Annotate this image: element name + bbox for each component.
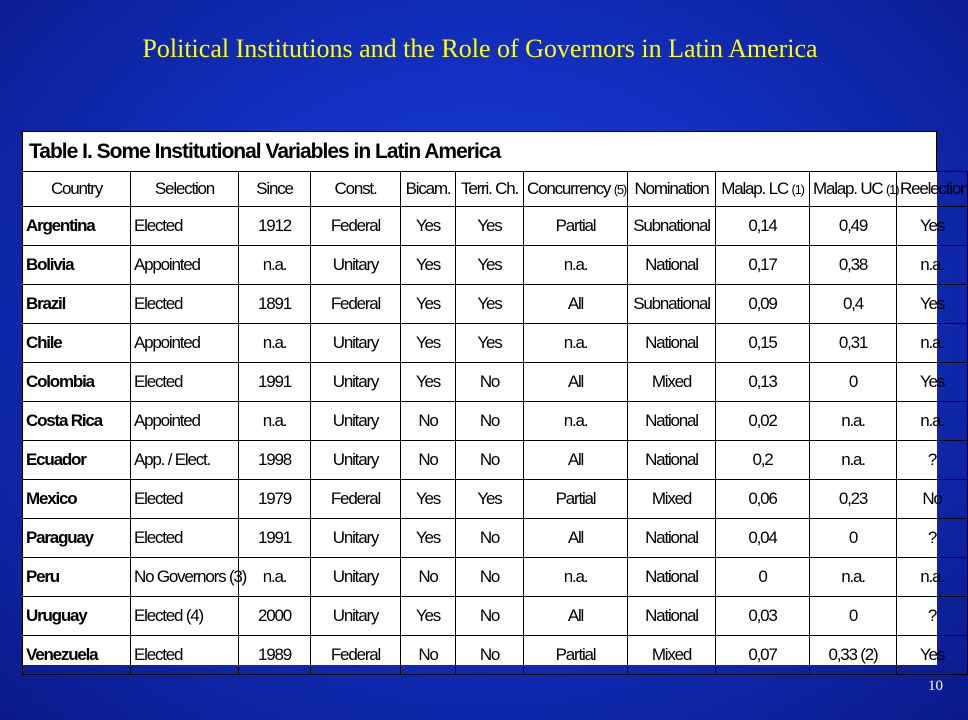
- table-cell: 0,14: [716, 207, 810, 246]
- table-cell: Yes: [897, 285, 968, 324]
- table-cell: No: [897, 480, 968, 519]
- table-cell: 1891: [239, 285, 311, 324]
- table-cell: No: [456, 441, 524, 480]
- column-header-label: Selection: [154, 179, 215, 198]
- table-cell: Elected: [131, 207, 239, 246]
- table-row: [23, 519, 968, 558]
- country-cell: Bolivia: [23, 246, 131, 285]
- column-header: [401, 172, 456, 207]
- table-cell: ?: [897, 519, 968, 558]
- column-header: [897, 172, 968, 207]
- table-cell: 0: [810, 597, 897, 636]
- table-cell: Elected: [131, 636, 239, 675]
- table-cell: Yes: [456, 480, 524, 519]
- table-cell: 0,49: [810, 207, 897, 246]
- table-cell: 0,2: [716, 441, 810, 480]
- table-cell: Unitary: [311, 246, 401, 285]
- table-cell: Partial: [524, 480, 628, 519]
- table-cell: 0,09: [716, 285, 810, 324]
- column-header: [524, 172, 628, 207]
- table-row: [23, 246, 968, 285]
- column-header: [239, 172, 311, 207]
- table-cell: Unitary: [311, 441, 401, 480]
- table-cell: 1989: [239, 636, 311, 675]
- table-cell: n.a.: [524, 246, 628, 285]
- header-row: [23, 172, 968, 207]
- column-header-label: Bicam.: [405, 179, 451, 198]
- country-cell: Colombia: [23, 363, 131, 402]
- table-cell: 1979: [239, 480, 311, 519]
- table-cell: Elected (4): [131, 597, 239, 636]
- table-cell: Yes: [401, 363, 456, 402]
- country-cell: Ecuador: [23, 441, 131, 480]
- column-header-label: Malap. UC: [813, 179, 883, 198]
- column-header: [131, 172, 239, 207]
- table-cell: Yes: [456, 324, 524, 363]
- country-cell: Brazil: [23, 285, 131, 324]
- table-cell: Yes: [897, 207, 968, 246]
- table-cell: 0,38: [810, 246, 897, 285]
- table-cell: n.a.: [239, 558, 311, 597]
- table-cell: App. / Elect.: [131, 441, 239, 480]
- table-cell: Appointed: [131, 324, 239, 363]
- table-cell: Elected: [131, 363, 239, 402]
- table-cell: 0,04: [716, 519, 810, 558]
- table-cell: Yes: [401, 207, 456, 246]
- table-cell: National: [628, 519, 716, 558]
- table-caption: Table I. Some Institutional Variables in Latin America: [22, 131, 937, 171]
- table-cell: National: [628, 597, 716, 636]
- table-cell: Yes: [401, 480, 456, 519]
- table-cell: National: [628, 324, 716, 363]
- table-cell: No: [401, 558, 456, 597]
- table-cell: No: [456, 363, 524, 402]
- table-cell: n.a.: [897, 324, 968, 363]
- table-cell: Unitary: [311, 597, 401, 636]
- column-header: [628, 172, 716, 207]
- table-cell: National: [628, 558, 716, 597]
- table-cell: No: [456, 402, 524, 441]
- column-header-note: (1): [791, 182, 804, 197]
- country-cell: Mexico: [23, 480, 131, 519]
- table-cell: Federal: [311, 285, 401, 324]
- slide-title: Political Institutions and the Role of Governors in Latin America: [142, 34, 818, 63]
- table-cell: Subnational: [628, 285, 716, 324]
- table-cell: Yes: [401, 324, 456, 363]
- table-cell: Yes: [897, 636, 968, 675]
- table-cell: 0: [810, 519, 897, 558]
- table-cell: Yes: [401, 246, 456, 285]
- table-cell: 0,23: [810, 480, 897, 519]
- table-cell: 0: [810, 363, 897, 402]
- table-cell: Elected: [131, 285, 239, 324]
- table-row: [23, 285, 968, 324]
- table-cell: National: [628, 402, 716, 441]
- table-cell: No: [401, 441, 456, 480]
- column-header-label: Nomination: [634, 179, 709, 198]
- table-cell: No: [401, 402, 456, 441]
- country-cell: Venezuela: [23, 636, 131, 675]
- table-cell: 0,31: [810, 324, 897, 363]
- institutions-table: [22, 171, 968, 675]
- table-cell: No Governors (3): [131, 558, 239, 597]
- country-cell: Chile: [23, 324, 131, 363]
- page-number: 10: [928, 678, 943, 694]
- table-cell: Unitary: [311, 363, 401, 402]
- table-cell: 0,02: [716, 402, 810, 441]
- column-header-label: Since: [256, 179, 293, 198]
- table-cell: No: [456, 636, 524, 675]
- table-cell: n.a.: [239, 324, 311, 363]
- column-header-label: Terri. Ch.: [461, 179, 518, 198]
- column-header: [311, 172, 401, 207]
- column-header-note: (5): [613, 182, 627, 197]
- table-cell: Yes: [897, 363, 968, 402]
- table-cell: Appointed: [131, 402, 239, 441]
- column-header-note: (1): [886, 182, 899, 197]
- table-cell: No: [456, 597, 524, 636]
- table-cell: National: [628, 441, 716, 480]
- table-cell: n.a.: [897, 558, 968, 597]
- table-cell: Yes: [456, 207, 524, 246]
- table-cell: n.a.: [897, 246, 968, 285]
- table-cell: Appointed: [131, 246, 239, 285]
- table-cell: n.a.: [239, 402, 311, 441]
- table-cell: Unitary: [311, 558, 401, 597]
- column-header: [23, 172, 131, 207]
- table-cell: Elected: [131, 480, 239, 519]
- country-cell: Paraguay: [23, 519, 131, 558]
- column-header-label: Malap. LC: [721, 179, 788, 198]
- table-cell: Partial: [524, 636, 628, 675]
- table-cell: n.a.: [897, 402, 968, 441]
- table-cell: n.a.: [810, 441, 897, 480]
- table-row: [23, 324, 968, 363]
- table-cell: 0,07: [716, 636, 810, 675]
- table-cell: Mixed: [628, 636, 716, 675]
- table-cell: ?: [897, 597, 968, 636]
- table-cell: Unitary: [311, 519, 401, 558]
- table-cell: 1998: [239, 441, 311, 480]
- table-row: [23, 363, 968, 402]
- table-cell: All: [524, 363, 628, 402]
- table-cell: 0,17: [716, 246, 810, 285]
- table-cell: No: [456, 558, 524, 597]
- column-header-label: Concurrency: [527, 179, 611, 198]
- table-row: [23, 636, 968, 675]
- table-row: [23, 558, 968, 597]
- table-cell: No: [401, 636, 456, 675]
- column-header-label: Country: [50, 179, 103, 198]
- table-cell: Yes: [401, 597, 456, 636]
- table-cell: Unitary: [311, 402, 401, 441]
- table-body: [23, 207, 968, 675]
- table-cell: 0: [716, 558, 810, 597]
- table-cell: All: [524, 519, 628, 558]
- table-cell: 0,13: [716, 363, 810, 402]
- table-cell: 0,06: [716, 480, 810, 519]
- country-cell: Uruguay: [23, 597, 131, 636]
- table-cell: Yes: [401, 285, 456, 324]
- table-cell: n.a.: [524, 558, 628, 597]
- institutions-table-container: [22, 131, 968, 665]
- table-cell: n.a.: [810, 402, 897, 441]
- table-cell: 0,15: [716, 324, 810, 363]
- country-cell: Argentina: [23, 207, 131, 246]
- table-cell: n.a.: [524, 402, 628, 441]
- table-cell: All: [524, 285, 628, 324]
- table-cell: Elected: [131, 519, 239, 558]
- table-cell: 0,03: [716, 597, 810, 636]
- table-cell: Yes: [401, 519, 456, 558]
- table-cell: 0,33 (2): [810, 636, 897, 675]
- country-cell: Costa Rica: [23, 402, 131, 441]
- table-cell: Mixed: [628, 363, 716, 402]
- table-cell: Federal: [311, 636, 401, 675]
- table-cell: Unitary: [311, 324, 401, 363]
- country-cell: Peru: [23, 558, 131, 597]
- column-header-label: Const.: [334, 179, 377, 198]
- table-row: [23, 480, 968, 519]
- table-cell: 0,4: [810, 285, 897, 324]
- table-cell: 1991: [239, 519, 311, 558]
- table-cell: 1912: [239, 207, 311, 246]
- column-header-label: Reelection: [900, 179, 968, 198]
- table-cell: Partial: [524, 207, 628, 246]
- table-row: [23, 441, 968, 480]
- table-cell: n.a.: [524, 324, 628, 363]
- column-header: [716, 172, 810, 207]
- table-cell: n.a.: [239, 246, 311, 285]
- table-cell: n.a.: [810, 558, 897, 597]
- table-cell: Federal: [311, 480, 401, 519]
- table-cell: Mixed: [628, 480, 716, 519]
- table-cell: ?: [897, 441, 968, 480]
- table-cell: No: [456, 519, 524, 558]
- table-cell: 2000: [239, 597, 311, 636]
- table-cell: Federal: [311, 207, 401, 246]
- table-cell: Yes: [456, 246, 524, 285]
- table-cell: Subnational: [628, 207, 716, 246]
- table-cell: Yes: [456, 285, 524, 324]
- table-cell: All: [524, 597, 628, 636]
- table-row: [23, 597, 968, 636]
- table-cell: National: [628, 246, 716, 285]
- table-cell: All: [524, 441, 628, 480]
- column-header: [456, 172, 524, 207]
- table-cell: 1991: [239, 363, 311, 402]
- table-row: [23, 207, 968, 246]
- column-header: [810, 172, 897, 207]
- table-row: [23, 402, 968, 441]
